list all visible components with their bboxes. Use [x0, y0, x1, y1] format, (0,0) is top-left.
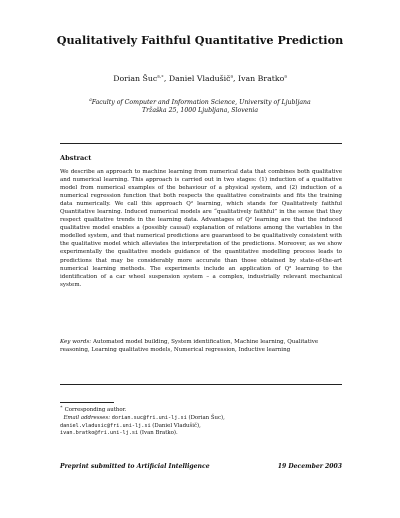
keywords [60, 338, 342, 354]
abstract-body [60, 168, 342, 289]
abstract-top-rule [60, 143, 342, 144]
footer-journal: Preprint submitted to Artificial Intelligence [60, 463, 210, 470]
email-address[interactable]: ivan.bratko@fri.uni-lj.si [60, 430, 139, 437]
email-address[interactable]: daniel.vladusic@fri.uni-lj.si [60, 422, 151, 429]
abstract-heading: Abstract [60, 154, 92, 162]
email-address[interactable]: dorian.suc@fri.uni-lj.si [111, 414, 187, 421]
keywords-label: Key words: [60, 339, 92, 345]
abstract-bottom-rule [60, 384, 342, 385]
footnote-mark: ∗ [60, 404, 63, 410]
affiliation-mark: a [89, 96, 92, 102]
email-owner: (Daniel Vladušič), [152, 422, 201, 429]
footnote-rule [60, 402, 114, 403]
email-label: Email addresses: [63, 414, 111, 421]
author-name: Dorian Šuc [113, 74, 158, 83]
email-owner: (Dorian Šuc), [188, 414, 225, 421]
abstract-text: We describe an approach to machine learning from numerical data that combines both qualitative and numerical learning. This approach is carried out in two stages: (1) induction of a qualitative model from numerical examples of the behaviour of a physical system, and (2) induction of a numerical regression function that both respects the qualitative constraints and fits the training data numerically. We call this approach Q² learning, which stands for Qualitatively faithful Quantitative learning. Induced numerical models are “qualitatively faithful” in the sense that they respect qualitative trends in the learning data. Advantages of Q² learning are that the induced qualitative model enables a (possibly causal) explanation of relations among the variables in the modelled system, and that numerical predictions are guaranteed to be qualitatively consistent with the qualitative model which alleviates the interpretation of the predictions. Moreover, as we show experimentally the qualitative models guidance of the quantitative modelling process leads to predictions that may be considerably more accurate than those obtained by state-of-the-art numerical learning methods. The experiments include an application of Q² learning to the identification of a car wheel suspension system – a complex, industrially relevant mechanical system. [60, 169, 342, 288]
affiliation [0, 96, 400, 115]
author-mark: a,∗ [157, 73, 164, 79]
affiliation-line-1: Faculty of Computer and Information Science, University of Ljubljana [91, 99, 311, 106]
author-name: Ivan Bratko [238, 74, 285, 83]
corresponding-author-note: Corresponding author. [64, 407, 127, 413]
footnote [60, 404, 342, 438]
author-name: Daniel Vladušič [168, 74, 231, 83]
footer-date: 19 December 2003 [277, 463, 342, 470]
email-owner: (Ivan Bratko). [139, 430, 178, 437]
page-footer [60, 463, 342, 470]
author-mark: a [230, 73, 234, 79]
author-mark: a [284, 73, 287, 79]
affiliation-line-2: Tržaška 25, 1000 Ljubljana, Slovenia [141, 107, 259, 115]
paper-title: Qualitatively Faithful Quantitative Prediction [56, 33, 344, 47]
author-list: Dorian Šuc$^{a,∗}$, Daniel Vladušič$^a$, Ivan Bratko$^a$ [113, 73, 287, 83]
keywords-text: Automated model building, System identification, Machine learning, Qualitative reasoning, Learning qualitative models, Numerical regression, Inductive learning [60, 339, 319, 354]
